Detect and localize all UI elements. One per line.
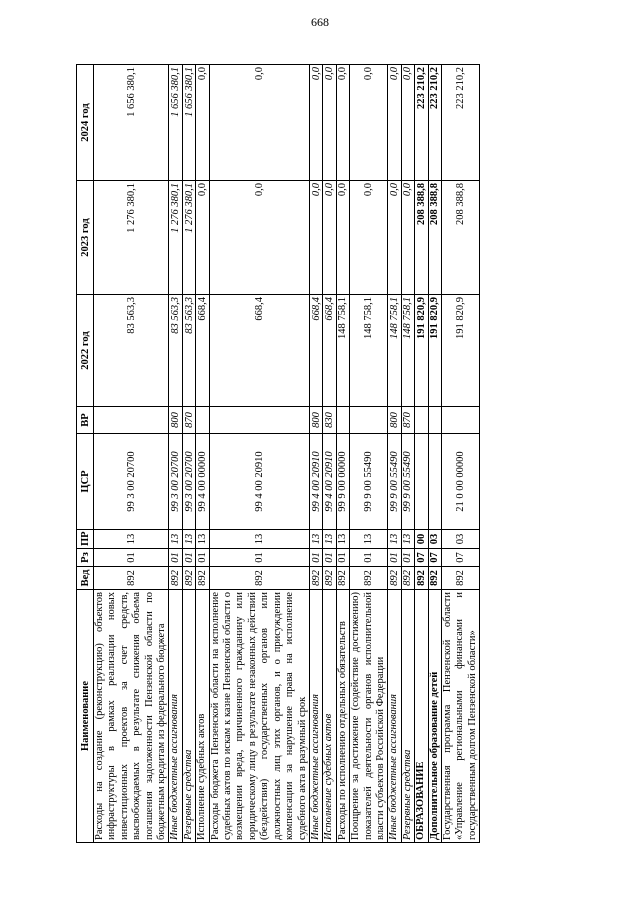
cell-ved: 892 [350,567,388,590]
cell-2024: 0,0 [350,65,388,181]
cell-2024: 0,0 [196,65,209,181]
cell-2024: 0,0 [309,65,322,181]
cell-2023: 0,0 [323,181,336,295]
cell-rz: 01 [323,549,336,567]
cell-csr: 99 9 00 55490 [350,434,388,530]
cell-ved: 892 [169,567,182,590]
cell-vr: 870 [401,407,414,434]
cell-name: Иные бюджетные ассигнования [388,590,401,843]
cell-rz: 01 [401,549,414,567]
header-vr: ВР [77,407,94,434]
cell-name: Государственная программа Пензенской области «Управление региональными финансами и государственным долгом Пензенской области» [441,590,479,843]
cell-ved: 892 [336,567,349,590]
table-row [209,65,309,843]
cell-2024: 1 656 380,1 [182,65,195,181]
cell-pr: 13 [401,530,414,549]
cell-vr [336,407,349,434]
cell-rz: 01 [196,549,209,567]
cell-csr [428,434,441,530]
cell-vr [209,407,309,434]
cell-rz: 01 [209,549,309,567]
cell-2022: 148 758,1 [401,295,414,407]
cell-pr: 13 [350,530,388,549]
cell-csr: 99 3 00 20700 [94,434,169,530]
cell-2023: 208 388,8 [415,181,428,295]
cell-csr: 99 4 00 20910 [209,434,309,530]
cell-rz: 01 [94,549,169,567]
cell-ved: 892 [415,567,428,590]
cell-2024: 0,0 [209,65,309,181]
cell-pr: 13 [323,530,336,549]
cell-csr: 21 0 00 00000 [441,434,479,530]
cell-2022: 668,4 [323,295,336,407]
cell-name: Расходы по исполнению отдельных обязательств [336,590,349,843]
cell-2022: 668,4 [196,295,209,407]
cell-rz: 01 [336,549,349,567]
cell-vr: 800 [388,407,401,434]
cell-rz: 01 [309,549,322,567]
cell-pr: 03 [428,530,441,549]
cell-ved: 892 [323,567,336,590]
table-row [441,65,479,843]
cell-rz: 07 [428,549,441,567]
cell-2024: 0,0 [336,65,349,181]
cell-ved: 892 [209,567,309,590]
table-row [388,65,401,843]
page-number: 668 [311,15,329,29]
cell-ved: 892 [182,567,195,590]
cell-pr: 13 [309,530,322,549]
cell-csr: 99 9 00 55490 [401,434,414,530]
cell-pr: 13 [182,530,195,549]
header-2024: 2024 год [77,65,94,181]
cell-rz: 01 [169,549,182,567]
cell-2023: 208 388,8 [441,181,479,295]
cell-2022: 668,4 [309,295,322,407]
cell-vr [94,407,169,434]
cell-name: Исполнение судебных актов [323,590,336,843]
cell-ved: 892 [441,567,479,590]
cell-name: Дополнительное образование детей [428,590,441,843]
cell-pr: 13 [94,530,169,549]
cell-2023: 1 276 380,1 [182,181,195,295]
rotated-table-frame [76,65,626,843]
cell-pr: 13 [336,530,349,549]
cell-2022: 83 563,3 [169,295,182,407]
cell-rz: 01 [350,549,388,567]
table-row [309,65,322,843]
cell-csr: 99 9 00 00000 [336,434,349,530]
cell-vr [428,407,441,434]
cell-vr: 800 [309,407,322,434]
table-row [196,65,209,843]
cell-ved: 892 [94,567,169,590]
cell-ved: 892 [428,567,441,590]
header-ved: Вед [77,567,94,590]
cell-2022: 191 820,9 [428,295,441,407]
cell-2022: 148 758,1 [388,295,401,407]
cell-2023: 0,0 [209,181,309,295]
cell-vr: 870 [182,407,195,434]
cell-2023: 0,0 [388,181,401,295]
cell-name: Расходы на создание (реконструкцию) объектов инфраструктуры в рамках реализации новых инвестиционных проектов за счет средств, высвобождаемых в результате снижения объема погашения задолженности Пензенской области по бюджетным кредитам из федерального бюджета [94,590,169,843]
cell-name: Расходы бюджета Пензенской области на исполнение судебных актов по искам к казне Пензенской области о возмещении вреда, причиненного гражданину или юридическому лицу в результате незаконных действий (бездействия) государственных органов или должностных лиц этих органов, и о присуждении компенсации за нарушение права на исполнение судебного акта в разумный срок [209,590,309,843]
cell-2024: 1 656 380,1 [169,65,182,181]
cell-pr: 03 [441,530,479,549]
table-row [323,65,336,843]
cell-2023: 1 276 380,1 [94,181,169,295]
cell-2024: 0,0 [388,65,401,181]
cell-csr: 99 4 00 20910 [309,434,322,530]
cell-vr: 830 [323,407,336,434]
header-rz: Рз [77,549,94,567]
cell-name: Резервные средства [401,590,414,843]
table-row [415,65,428,843]
cell-ved: 892 [401,567,414,590]
table-row [401,65,414,843]
cell-name: Исполнение судебных актов [196,590,209,843]
header-csr: ЦСР [77,434,94,530]
table-row [182,65,195,843]
cell-csr: 99 3 00 20700 [169,434,182,530]
cell-ved: 892 [388,567,401,590]
cell-csr [415,434,428,530]
cell-rz: 07 [415,549,428,567]
cell-vr [441,407,479,434]
cell-2023: 208 388,8 [428,181,441,295]
cell-2024: 1 656 380,1 [94,65,169,181]
header-2022: 2022 год [77,295,94,407]
header-2023: 2023 год [77,181,94,295]
table-row [428,65,441,843]
cell-name: ОБРАЗОВАНИЕ [415,590,428,843]
table-row [336,65,349,843]
cell-rz: 01 [182,549,195,567]
cell-vr [196,407,209,434]
cell-2022: 148 758,1 [336,295,349,407]
cell-ved: 892 [309,567,322,590]
cell-2023: 1 276 380,1 [169,181,182,295]
header-row [77,65,94,843]
cell-2022: 191 820,9 [415,295,428,407]
rotated-table-container [76,65,626,843]
cell-2024: 223 210,2 [415,65,428,181]
header-pr: ПР [77,530,94,549]
cell-rz: 01 [388,549,401,567]
cell-2023: 0,0 [336,181,349,295]
cell-2024: 0,0 [323,65,336,181]
header-name: Наименование [77,590,94,843]
cell-2022: 83 563,3 [94,295,169,407]
cell-2022: 191 820,9 [441,295,479,407]
cell-2022: 668,4 [209,295,309,407]
cell-vr: 800 [169,407,182,434]
cell-ved: 892 [196,567,209,590]
cell-2023: 0,0 [309,181,322,295]
cell-vr [350,407,388,434]
cell-pr: 13 [388,530,401,549]
cell-name: Иные бюджетные ассигнования [309,590,322,843]
cell-pr: 00 [415,530,428,549]
cell-rz: 07 [441,549,479,567]
table-row [94,65,169,843]
cell-vr [415,407,428,434]
cell-pr: 13 [209,530,309,549]
cell-2024: 223 210,2 [441,65,479,181]
cell-2022: 148 758,1 [350,295,388,407]
cell-2024: 223 210,2 [428,65,441,181]
cell-2023: 0,0 [350,181,388,295]
cell-csr: 99 4 00 20910 [323,434,336,530]
cell-csr: 99 3 00 20700 [182,434,195,530]
cell-2023: 0,0 [196,181,209,295]
cell-2022: 83 563,3 [182,295,195,407]
cell-name: Иные бюджетные ассигнования [169,590,182,843]
cell-pr: 13 [196,530,209,549]
cell-csr: 99 4 00 00000 [196,434,209,530]
cell-name: Резервные средства [182,590,195,843]
table-body [94,65,480,843]
table-row [169,65,182,843]
cell-2023: 0,0 [401,181,414,295]
cell-csr: 99 9 00 55490 [388,434,401,530]
cell-pr: 13 [169,530,182,549]
table-row [350,65,388,843]
table-header [77,65,94,843]
cell-name: Поощрение за достижение (содействие достижению) показателей деятельности органов исполнительной власти субъектов Российской Федерации [350,590,388,843]
budget-table [76,64,480,843]
cell-2024: 0,0 [401,65,414,181]
